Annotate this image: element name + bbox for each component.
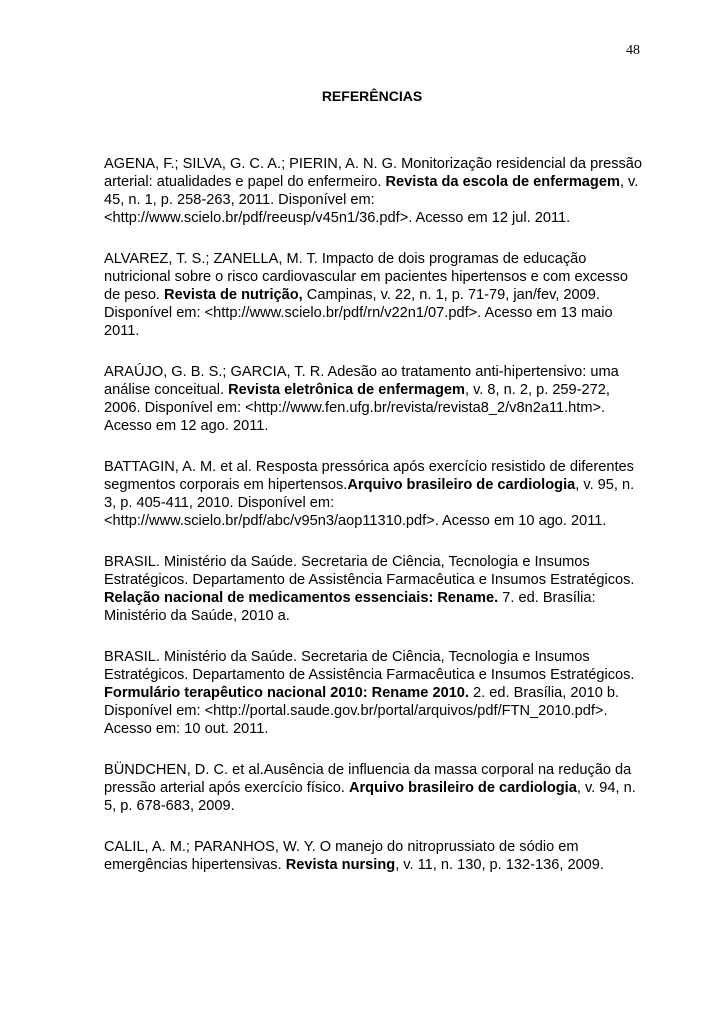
reference-details: , v. 95, n. 3, p. 405-411, 2010. Disponível em: <http://www.scielo.br/pdf/abc/v95n3/aop11310.pdf>. Acesso em 10 ago. 2011.	[104, 477, 635, 529]
reference-text: BRASIL. Ministério da Saúde. Secretaria de Ciência, Tecnologia e Insumos Estratégicos. Departamento de Assistência Farmacêutica e Insumos Estratégicos.	[104, 649, 635, 683]
reference-details: Campinas, v. 22, n. 1, p. 71-79, jan/fev, 2009. Disponível em: <http://www.scielo.br/pdf/rn/v22n1/07.pdf>. Acesso em 13 maio 2011.	[104, 287, 613, 339]
reference-details: , v. 11, n. 130, p. 132-136, 2009.	[395, 857, 604, 873]
reference-item	[104, 553, 644, 625]
reference-source: Arquivo brasileiro de cardiologia	[347, 477, 576, 493]
reference-details: 2. ed. Brasília, 2010 b. Disponível em: <http://portal.saude.gov.br/portal/arquivos/pdf/FTN_2010.pdf>. Acesso em: 10 out. 2011.	[104, 685, 620, 737]
reference-text: CALIL, A. M.; PARANHOS, W. Y. O manejo do nitroprussiato de sódio em emergências hipertensivas.	[104, 839, 579, 873]
reference-text: BÜNDCHEN, D. C. et al.Ausência de influencia da massa corporal na redução da pressão arterial após exercício físico.	[104, 762, 632, 796]
reference-source: Revista da escola de enfermagem	[385, 174, 620, 190]
reference-source: Revista eletrônica de enfermagem	[228, 382, 465, 398]
reference-details: , v. 94, n. 5, p. 678-683, 2009.	[104, 780, 636, 814]
reference-source: Relação nacional de medicamentos essenciais: Rename.	[104, 590, 499, 606]
reference-details: , v. 45, n. 1, p. 258-263, 2011. Disponível em: <http://www.scielo.br/pdf/reeusp/v45n1/36.pdf>. Acesso em 12 jul. 2011.	[104, 174, 639, 226]
reference-item	[104, 648, 644, 738]
reference-item	[104, 155, 644, 227]
reference-source: Revista de nutrição,	[164, 287, 303, 303]
reference-details: , v. 8, n. 2, p. 259-272, 2006. Disponível em: <http://www.fen.ufg.br/revista/revista8_2/v8n2a11.htm>. Acesso em 12 ago. 2011.	[104, 382, 610, 434]
reference-item	[104, 250, 644, 340]
reference-item	[104, 458, 644, 530]
reference-text: BATTAGIN, A. M. et al. Resposta pressórica após exercício resistido de diferentes segmentos corporais em hipertensos.	[104, 459, 634, 493]
reference-source: Formulário terapêutico nacional 2010: Rename 2010.	[104, 685, 469, 701]
reference-list	[104, 155, 644, 897]
reference-item	[104, 761, 644, 815]
page-title: REFERÊNCIAS	[321, 88, 423, 104]
reference-details: 7. ed. Brasília: Ministério da Saúde, 2010 a.	[104, 590, 596, 624]
reference-text: BRASIL. Ministério da Saúde. Secretaria de Ciência, Tecnologia e Insumos Estratégicos. Departamento de Assistência Farmacêutica e Insumos Estratégicos.	[104, 554, 635, 588]
reference-text: ARAÚJO, G. B. S.; GARCIA, T. R. Adesão ao tratamento anti-hipertensivo: uma análise conceitual.	[104, 364, 619, 398]
reference-text: AGENA, F.; SILVA, G. C. A.; PIERIN, A. N. G. Monitorização residencial da pressão arterial: atualidades e papel do enfermeiro.	[104, 156, 643, 190]
reference-source: Revista nursing	[285, 857, 396, 873]
reference-text: ALVAREZ, T. S.; ZANELLA, M. T. Impacto de dois programas de educação nutricional sobre o risco cardiovascular em pacientes hipertensos e com excesso de peso.	[104, 251, 629, 303]
reference-item	[104, 363, 644, 435]
page-number: 48	[626, 43, 640, 58]
reference-source: Arquivo brasileiro de cardiologia	[348, 780, 577, 796]
reference-item	[104, 838, 644, 874]
